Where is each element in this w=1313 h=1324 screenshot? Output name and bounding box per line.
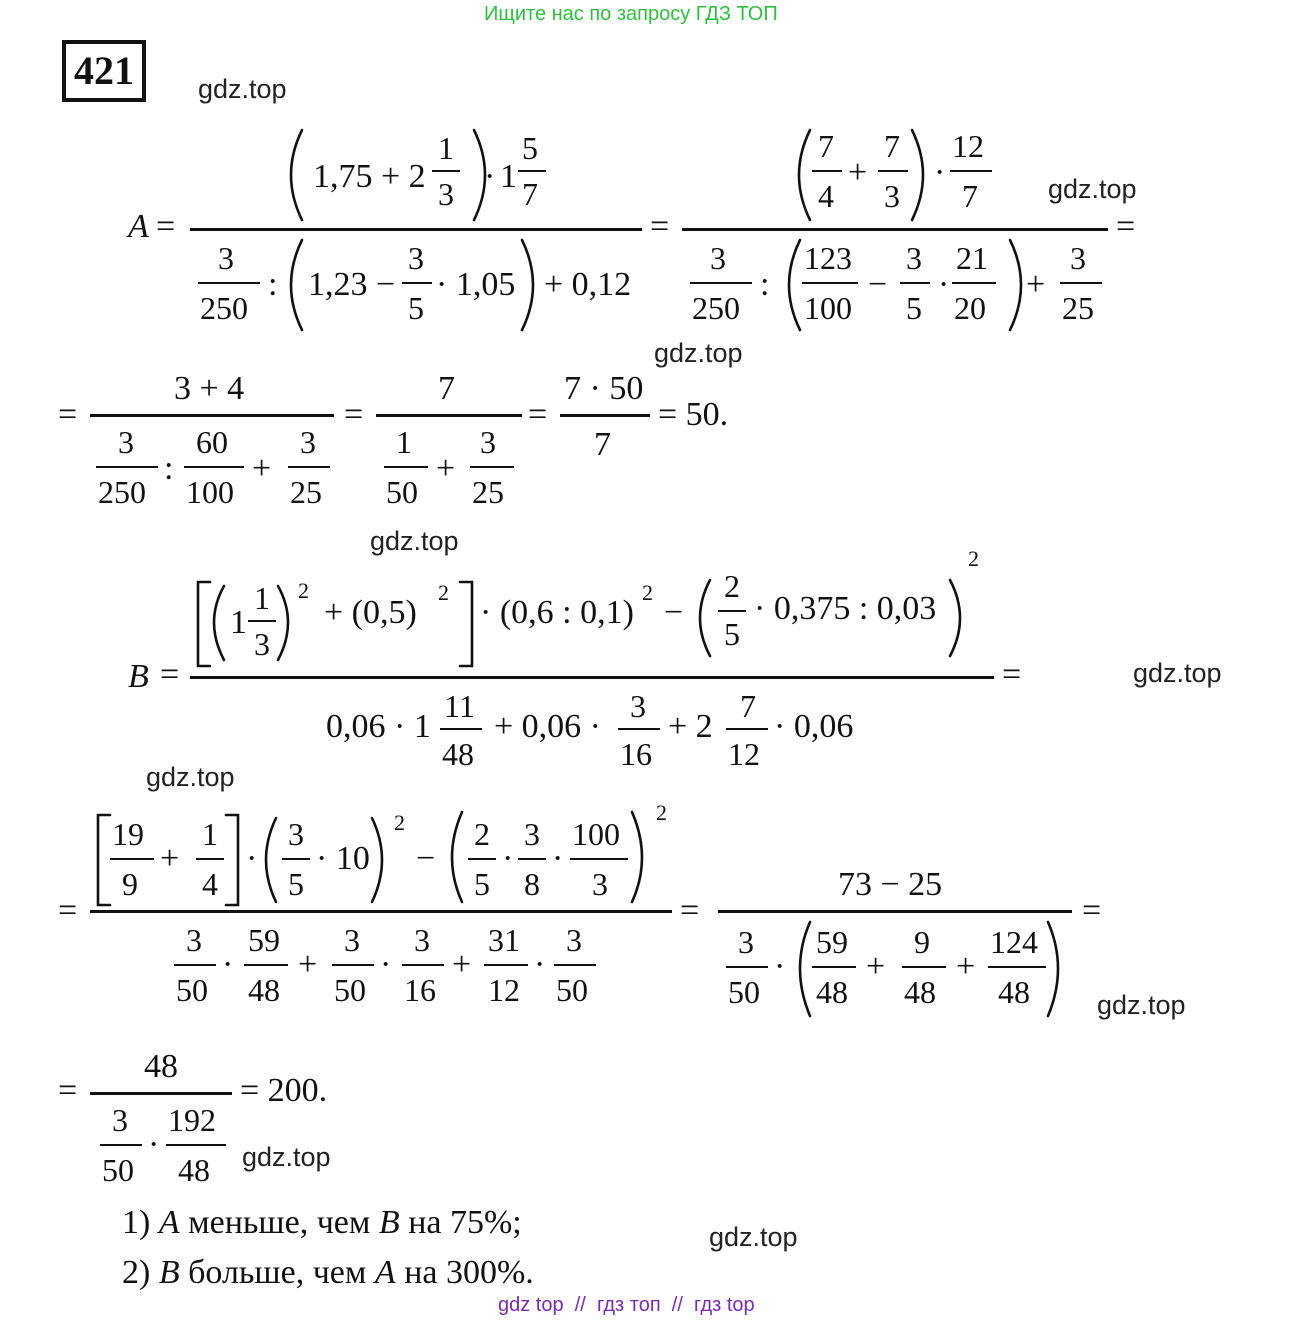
fraction-num: 192: [168, 1102, 216, 1138]
denominator-term: 1,23 −: [308, 266, 396, 303]
numerator-term: 7: [438, 370, 455, 407]
numerator-term: · 0,375 : 0,03: [754, 590, 937, 627]
footer-separator: //: [574, 1294, 586, 1316]
fraction-num: 7: [818, 128, 834, 164]
watermark: gdz.top: [370, 526, 459, 556]
var-a-label: A: [128, 208, 149, 245]
fraction-bar: [560, 414, 650, 417]
fraction-bar: [384, 466, 428, 468]
fraction-num: 3: [112, 1102, 128, 1138]
variable: A: [374, 1254, 396, 1291]
fraction-den: 48: [442, 736, 474, 772]
fraction-bar: [198, 282, 260, 284]
fraction-bar: [988, 966, 1046, 968]
footer-link-2[interactable]: гдз топ: [596, 1294, 661, 1316]
denominator-term: 7: [594, 426, 611, 463]
fraction-den: 5: [906, 290, 922, 326]
fraction-den: 48: [248, 972, 280, 1008]
fraction-den: 7: [962, 178, 978, 214]
operator: :: [164, 450, 174, 487]
denominator-term: · 1,05: [436, 266, 516, 303]
fraction-den: 5: [288, 866, 304, 902]
fraction-num: 2: [474, 816, 490, 852]
result: = 50.: [658, 396, 729, 433]
fraction-bar: [190, 228, 642, 231]
numerator-term: 48: [144, 1048, 178, 1085]
equals-sign: =: [160, 656, 180, 693]
fraction-den: 25: [472, 474, 504, 510]
fraction-bar: [100, 1144, 142, 1146]
fraction-num: 7: [740, 688, 756, 724]
var-b-label: B: [128, 658, 149, 695]
equals-sign: =: [650, 208, 670, 245]
equals-sign: =: [1116, 208, 1136, 245]
fraction-bar: [690, 282, 752, 284]
fraction-den: 5: [724, 616, 740, 652]
equals-sign: =: [344, 396, 364, 433]
exponent: 2: [968, 546, 979, 571]
fraction-den: 7: [522, 176, 538, 212]
fraction-num: 7: [884, 128, 900, 164]
fraction-bar: [166, 1144, 226, 1146]
fraction-num: 59: [816, 924, 848, 960]
fraction-num: 3: [710, 240, 726, 276]
result: = 200.: [240, 1072, 328, 1109]
fraction-num: 19: [112, 816, 144, 852]
fraction-bar: [1060, 282, 1102, 284]
fraction-den: 50: [386, 474, 418, 510]
operator: +: [452, 946, 472, 983]
operator: +: [160, 840, 180, 877]
operator: +: [1026, 266, 1046, 303]
fraction-den: 50: [728, 974, 760, 1010]
fraction-bar: [332, 964, 374, 966]
equals-sign: =: [1002, 656, 1022, 693]
fraction-den: 100: [804, 290, 852, 326]
fraction-num: 3: [186, 922, 202, 958]
fraction-den: 3: [884, 178, 900, 214]
fraction-bar: [470, 466, 514, 468]
fraction-den: 9: [122, 866, 138, 902]
fraction-bar: [432, 170, 460, 172]
variable: B: [158, 1254, 180, 1291]
footer-link-3[interactable]: гдз top: [694, 1294, 755, 1316]
operator: −: [664, 594, 684, 631]
exponent: 2: [656, 800, 667, 825]
fraction-num: 59: [248, 922, 280, 958]
conclusion-text: больше, чем: [188, 1254, 367, 1291]
fraction-num: 3: [1070, 240, 1086, 276]
equals-sign: =: [156, 208, 176, 245]
fraction-num: 3: [630, 688, 646, 724]
fraction-den: 3: [254, 626, 270, 662]
fraction-bar: [376, 414, 522, 417]
numerator-term: + (0,5): [324, 594, 417, 631]
fraction-bar: [618, 728, 660, 730]
fraction-num: 3: [414, 922, 430, 958]
fraction-bar: [90, 1092, 232, 1095]
numerator-term: 3 + 4: [174, 370, 245, 407]
list-marker: 1): [122, 1204, 151, 1241]
operator: +: [298, 946, 318, 983]
fraction-den: 5: [408, 290, 424, 326]
fraction-num: 3: [288, 816, 304, 852]
fraction-den: 3: [438, 176, 454, 212]
fraction-num: 9: [914, 924, 930, 960]
fraction-bar: [726, 728, 768, 730]
fraction-den: 5: [474, 866, 490, 902]
fraction-num: 3: [300, 424, 316, 460]
fraction-bar: [402, 282, 432, 284]
operator: +: [956, 948, 976, 985]
fraction-bar: [682, 228, 1108, 231]
top-banner[interactable]: Ищите нас по запросу ГДЗ ТОП: [484, 3, 778, 25]
watermark: gdz.top: [654, 338, 743, 368]
fraction-bar: [950, 170, 992, 172]
operator: −: [416, 840, 436, 877]
fraction-den: 250: [200, 290, 248, 326]
variable: B: [378, 1204, 400, 1241]
fraction-bar: [440, 728, 482, 730]
operator: :: [268, 266, 278, 303]
operator: ·: [246, 840, 258, 877]
fraction-num: 3: [738, 924, 754, 960]
fraction-num: 12: [952, 128, 984, 164]
fraction-bar: [726, 966, 768, 968]
fraction-num: 3: [118, 424, 134, 460]
denominator-term: 0,06 · 1: [326, 708, 431, 745]
fraction-den: 250: [98, 474, 146, 510]
fraction-num: 2: [724, 568, 740, 604]
numerator-term: 73 − 25: [838, 866, 943, 903]
fraction-bar: [902, 966, 946, 968]
conclusion-1: [122, 1204, 522, 1242]
equals-sign: =: [58, 892, 78, 929]
fraction-bar: [90, 910, 672, 913]
footer-separator: //: [671, 1294, 683, 1316]
fraction-bar: [900, 282, 930, 284]
fraction-den: 48: [904, 974, 936, 1010]
fraction-den: 250: [692, 290, 740, 326]
fraction-den: 50: [176, 972, 208, 1008]
operator: ·: [534, 946, 546, 983]
fraction-bar: [718, 610, 746, 612]
fraction-den: 16: [404, 972, 436, 1008]
fraction-bar: [248, 620, 276, 622]
exponent: 2: [394, 810, 405, 835]
equals-sign: =: [528, 396, 548, 433]
variable: A: [158, 1204, 180, 1241]
fraction-den: 50: [334, 972, 366, 1008]
fraction-bar: [184, 466, 244, 468]
fraction-den: 3: [592, 866, 608, 902]
fraction-den: 12: [488, 972, 520, 1008]
fraction-num: 1: [396, 424, 412, 460]
equals-sign: =: [58, 1072, 78, 1109]
denominator-term: + 2: [668, 708, 713, 745]
fraction-den: 25: [290, 474, 322, 510]
watermark: gdz.top: [1097, 990, 1186, 1020]
fraction-bar: [196, 858, 224, 860]
fraction-bar: [952, 282, 996, 284]
fraction-num: 100: [572, 816, 620, 852]
fraction-bar: [402, 964, 444, 966]
fraction-bar: [190, 676, 994, 679]
fraction-num: 123: [804, 240, 852, 276]
fraction-den: 4: [202, 866, 218, 902]
equals-sign: =: [1082, 892, 1102, 929]
fraction-num: 3: [480, 424, 496, 460]
fraction-bar: [812, 170, 842, 172]
operator: ·: [934, 154, 946, 191]
whole-part: 1: [230, 604, 247, 641]
watermark: gdz.top: [1133, 658, 1222, 688]
fraction-den: 12: [728, 736, 760, 772]
fraction-bar: [518, 858, 546, 860]
fraction-bar: [484, 964, 528, 966]
equals-sign: =: [58, 396, 78, 433]
fraction-den: 48: [816, 974, 848, 1010]
fraction-den: 50: [102, 1152, 134, 1188]
fraction-bar: [718, 910, 1072, 913]
watermark: gdz.top: [198, 74, 287, 104]
fraction-num: 31: [488, 922, 520, 958]
operator: +: [436, 450, 456, 487]
conclusion-text: на 300%.: [404, 1254, 534, 1291]
fraction-bar: [812, 966, 856, 968]
numerator-term: 1,75 + 2: [313, 158, 426, 195]
fraction-num: 1: [438, 130, 454, 166]
problem-number: 421: [62, 40, 146, 102]
whole-part: 1: [500, 158, 517, 195]
fraction-num: 3: [408, 240, 424, 276]
fraction-num: 3: [906, 240, 922, 276]
fraction-num: 1: [202, 816, 218, 852]
fraction-num: 1: [254, 580, 270, 616]
fraction-bar: [518, 170, 546, 172]
fraction-den: 48: [998, 974, 1030, 1010]
denominator-term: + 0,12: [544, 266, 632, 303]
operator: +: [252, 450, 272, 487]
fraction-num: 5: [522, 130, 538, 166]
conclusion-2: [122, 1254, 534, 1292]
operator: ·: [148, 1126, 160, 1163]
fraction-bar: [878, 170, 908, 172]
fraction-bar: [282, 858, 310, 860]
fraction-den: 50: [556, 972, 588, 1008]
equals-sign: =: [680, 892, 700, 929]
conclusion-text: меньше, чем: [188, 1204, 371, 1241]
numerator-term: 7 · 50: [564, 370, 644, 407]
operator: ·: [484, 158, 496, 195]
fraction-bar: [554, 964, 596, 966]
conclusion-text: на 75%;: [408, 1204, 522, 1241]
fraction-bar: [90, 414, 334, 417]
fraction-bar: [802, 282, 858, 284]
footer-link-1[interactable]: gdz top: [498, 1294, 564, 1316]
operator: ·: [774, 948, 786, 985]
operator: ·: [938, 266, 950, 303]
operator: ·: [552, 840, 564, 877]
fraction-bar: [570, 858, 628, 860]
fraction-den: 25: [1062, 290, 1094, 326]
fraction-num: 11: [444, 688, 475, 724]
exponent: 2: [642, 580, 653, 605]
operator: +: [866, 948, 886, 985]
operator: :: [760, 266, 770, 303]
fraction-num: 21: [956, 240, 988, 276]
footer: [498, 1294, 755, 1317]
operator: ·: [502, 840, 514, 877]
list-marker: 2): [122, 1254, 151, 1291]
operator: −: [868, 266, 888, 303]
fraction-num: 60: [196, 424, 228, 460]
exponent: 2: [438, 580, 449, 605]
fraction-den: 48: [178, 1152, 210, 1188]
fraction-bar: [468, 858, 496, 860]
fraction-bar: [110, 858, 154, 860]
fraction-bar: [174, 964, 216, 966]
denominator-term: + 0,06 ·: [494, 708, 601, 745]
fraction-num: 3: [566, 922, 582, 958]
fraction-num: 3: [524, 816, 540, 852]
operator: ·: [222, 946, 234, 983]
numerator-term: · (0,6 : 0,1): [480, 594, 634, 631]
fraction-den: 16: [620, 736, 652, 772]
fraction-bar: [96, 466, 158, 468]
fraction-num: 3: [344, 922, 360, 958]
watermark: gdz.top: [242, 1142, 331, 1172]
denominator-term: · 0,06: [774, 708, 854, 745]
watermark: gdz.top: [709, 1222, 798, 1252]
fraction-num: 124: [990, 924, 1038, 960]
fraction-den: 4: [818, 178, 834, 214]
exponent: 2: [298, 578, 309, 603]
fraction-den: 100: [186, 474, 234, 510]
fraction-den: 20: [954, 290, 986, 326]
fraction-bar: [288, 466, 330, 468]
fraction-den: 8: [524, 866, 540, 902]
operator: +: [848, 154, 868, 191]
numerator-term: · 10: [316, 840, 370, 877]
operator: ·: [380, 946, 392, 983]
fraction-bar: [244, 964, 288, 966]
fraction-num: 3: [218, 240, 234, 276]
watermark: gdz.top: [146, 762, 235, 792]
watermark: gdz.top: [1048, 174, 1137, 204]
